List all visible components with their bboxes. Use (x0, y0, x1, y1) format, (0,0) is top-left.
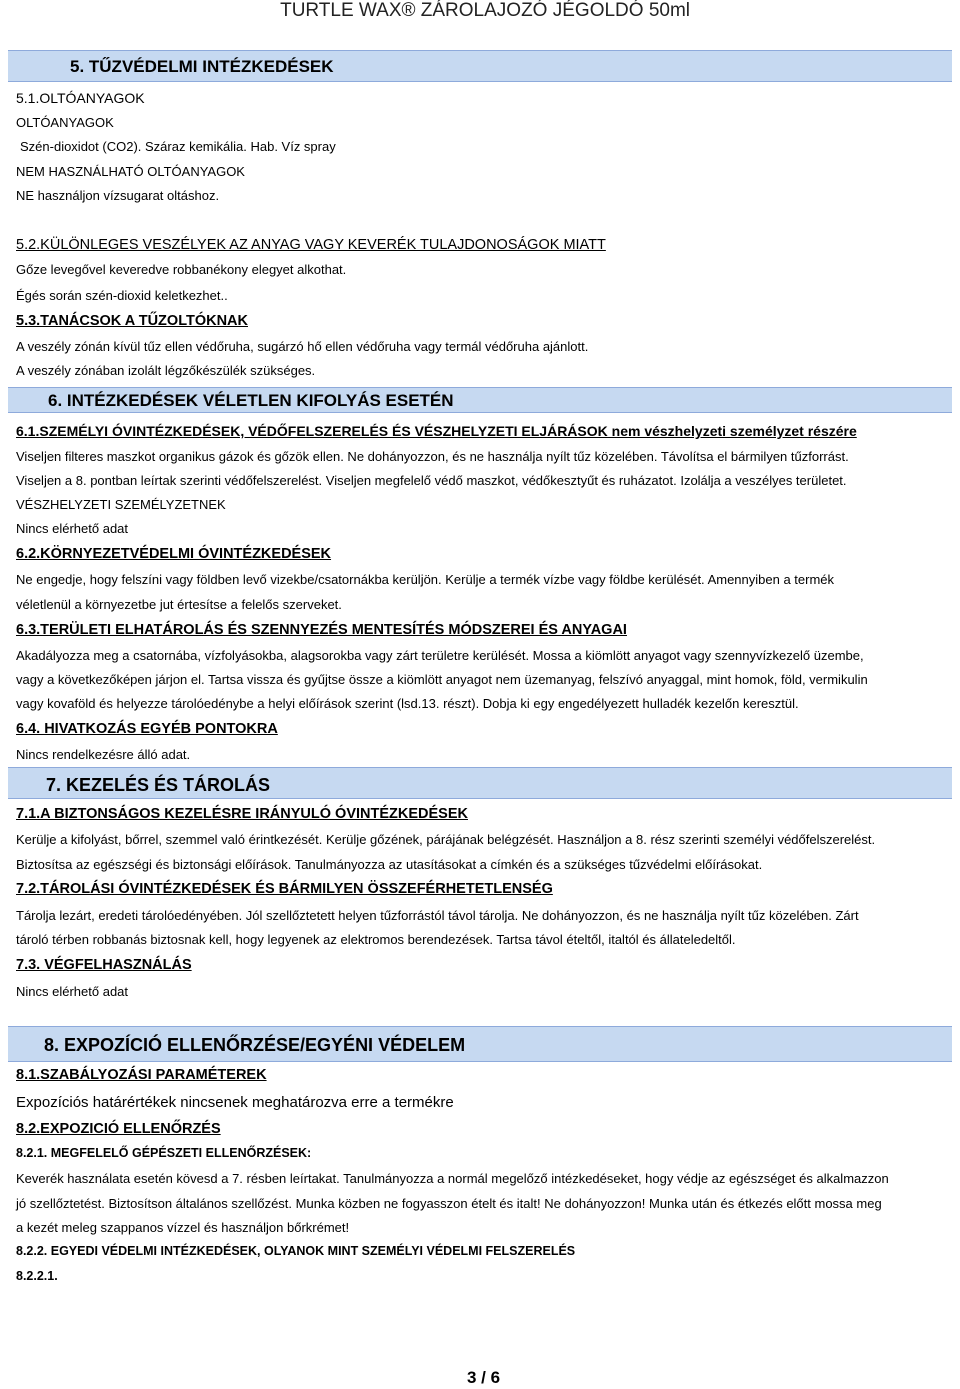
heading-8-2-2-1: 8.2.2.1. (16, 1269, 58, 1283)
heading-6-4: 6.4. HIVATKOZÁS EGYÉB PONTOKRA (16, 721, 278, 737)
heading-8-2-1: 8.2.1. MEGFELELŐ GÉPÉSZETI ELLENŐRZÉSEK: (16, 1146, 312, 1160)
text-line: Viseljen filteres maszkot organikus gázok és gőzök ellen. Ne dohányozzon, és ne használja nyílt tűz közelében. Távolítsa el bármilyen tűzforrást. (16, 449, 849, 464)
text-line: vagy a következőképen járjon el. Tartsa vissza és gyűjtse össze a kiömlött anyagot nem üzemanyag, felszívó anyaggal, mint homok, föld, vermikulin (16, 672, 868, 687)
text-line: Viseljen a 8. pontban leírtak szerinti védőfelszerelést. Viseljen megfelelő védő maszkot, védőkesztyűt és ruházatot. Izolálja a veszélyes területet. (16, 473, 847, 488)
section-8-title: 8. EXPOZÍCIÓ ELLENŐRZÉSE/EGYÉNI VÉDELEM (44, 1035, 466, 1055)
heading-8-1: 8.1.SZABÁLYOZÁSI PARAMÉTEREK (16, 1067, 267, 1083)
heading-6-3: 6.3.TERÜLETI ELHATÁROLÁS ÉS SZENNYEZÉS MENTESÍTÉS MÓDSZEREI ÉS ANYAGAI (16, 622, 627, 638)
heading-7-2: 7.2.TÁROLÁSI ÓVINTÉZKEDÉSEK ÉS BÁRMILYEN ÖSSZEFÉRHETETLENSÉG (16, 881, 553, 897)
text-line: NEM HASZNÁLHATÓ OLTÓANYAGOK (16, 164, 245, 179)
heading-5-1: 5.1.OLTÓANYAGOK (16, 90, 145, 106)
heading-8-2: 8.2.EXPOZICIÓ ELLENŐRZÉS (16, 1121, 221, 1137)
text-line: a kezét meleg szappanos vízzel és használjon bőrkrémet! (16, 1220, 350, 1235)
section-5-banner (8, 50, 952, 82)
text-line: NE használjon vízsugarat oltáshoz. (16, 188, 220, 203)
section-7-banner (8, 767, 952, 799)
heading-6-2: 6.2.KÖRNYEZETVÉDELMI ÓVINTÉZKEDÉSEK (16, 546, 332, 562)
section-8-banner (8, 1026, 952, 1062)
text-line: OLTÓANYAGOK (16, 115, 114, 130)
section-6-banner (8, 387, 952, 413)
text-line: Szén-dioxidot (CO2). Száraz kemikália. Hab. Víz spray (20, 139, 336, 154)
text-line: Akadályozza meg a csatornába, vízfolyásokba, alagsorokba vagy zárt területre kerülését. Mossa a kiömlött anyagot vagy szennyvízkezelő üzembe, (16, 648, 864, 663)
text-line: véletlenül a környezetbe jut értesítse a felelős szerveket. (16, 597, 342, 612)
text-line: jó szellőztetést. Biztosítson általános szellőzést. Munka közben ne fogyasszon ételt és italt! Ne dohányozzon! Munka után és étkezés előtt mossa meg (16, 1196, 882, 1211)
text-line: Nincs elérhető adat (16, 521, 129, 536)
heading-8-2-2: 8.2.2. EGYEDI VÉDELMI INTÉZKEDÉSEK, OLYANOK MINT SZEMÉLYI VÉDELMI FELSZERELÉS (16, 1244, 576, 1258)
text-line: Expozíciós határértékek nincsenek meghatározva erre a termékre (16, 1094, 454, 1111)
text-line: tároló térben robbanás biztosnak kell, hogy legyenek az elektromos berendezések. Tartsa távol ételtől, italtól és állateledeltől. (16, 932, 736, 947)
text-line: VÉSZHELYZETI SZEMÉLYZETNEK (16, 497, 226, 512)
heading-6-1: 6.1.SZEMÉLYI ÓVINTÉZKEDÉSEK, VÉDŐFELSZERELÉS ÉS VÉSZHELYZETI ELJÁRÁSOK nem vészhelyzeti személyzet részére (16, 423, 857, 439)
text-line: Ne engedje, hogy felszíni vagy földben levő vizekbe/csatornákba kerüljön. Kerülje a termék vízbe vagy földbe kerülését. Amennyiben a termék (16, 572, 835, 587)
text-line: Tárolja lezárt, eredeti tárolóedényében. Jól szellőztetett helyen tűzforrástól távol tárolja. Ne dohányozzon, és ne használja nyílt tűz közelében. Zárt (16, 908, 859, 923)
text-line: Kerülje a kifolyást, bőrrel, szemmel való érintkezését. Kerülje gőzének, párájának belégzését. Használjon a 8. rész szerinti személyi védőfelszerelést. (16, 832, 876, 847)
text-line: Gőze levegővel keveredve robbanékony elegyet alkothat. (16, 262, 347, 277)
text-line: Biztosítsa az egészségi és biztonsági előírások. Tanulmányozza az utasításokat a címkén és a szükséges tűzvédelmi előírásokat. (16, 857, 763, 872)
section-7-title: 7. KEZELÉS ÉS TÁROLÁS (46, 775, 271, 795)
document-title: TURTLE WAX® ZÁROLAJOZÓ JÉGOLDÓ 50ml (280, 0, 690, 21)
text-line: A veszély zónán kívül tűz ellen védőruha, sugárzó hő ellen védőruha vagy termál védőruha ajánlott. (16, 339, 589, 354)
text-line: vagy kovaföld és helyezze tárolóedénybe a helyi előírások szerint (lsd.13. részt). Dobja ki egy engedélyezett hulladék kezelőn keresztül. (16, 696, 799, 711)
text-line: Nincs rendelkezésre álló adat. (16, 747, 191, 762)
text-line: A veszély zónában izolált légzőkészülék szükséges. (16, 363, 316, 378)
text-line: Keverék használata esetén kövesd a 7. résben leírtakat. Tanulmányozza a normál megelőző intézkedéseket, hogy védje az egészséget és alkalmazzon (16, 1171, 889, 1186)
heading-5-3: 5.3.TANÁCSOK A TŰZOLTÓKNAK (16, 313, 248, 329)
section-5-title: 5. TŰZVÉDELMI INTÉZKEDÉSEK (70, 57, 334, 76)
heading-7-1: 7.1.A BIZTONSÁGOS KEZELÉSRE IRÁNYULÓ ÓVINTÉZKEDÉSEK (16, 806, 468, 822)
section-6-title: 6. INTÉZKEDÉSEK VÉLETLEN KIFOLYÁS ESETÉN (48, 391, 454, 410)
heading-7-3: 7.3. VÉGFELHASZNÁLÁS (16, 957, 192, 973)
heading-5-2: 5.2.KÜLÖNLEGES VESZÉLYEK AZ ANYAG VAGY KEVERÉK TULAJDONOSÁGOK MIATT (16, 237, 606, 253)
page-number: 3 / 6 (467, 1368, 501, 1387)
text-line: Égés során szén-dioxid keletkezhet.. (16, 288, 228, 303)
text-line: Nincs elérhető adat (16, 984, 129, 999)
